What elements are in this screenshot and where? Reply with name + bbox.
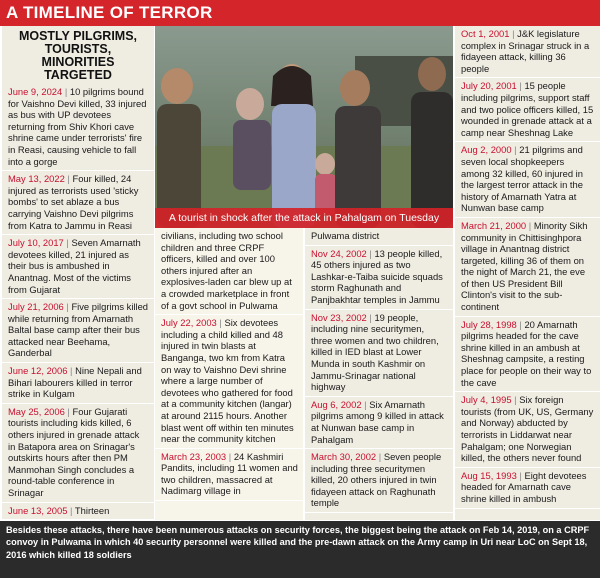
entry-date: July 4, 1995: [461, 394, 512, 406]
timeline-entry: [455, 392, 600, 468]
timeline-entry: [2, 503, 154, 520]
entry-text: Seven people including three securitymen killed, 20 others injured in twin fidayeen attack on Raghunath temple: [311, 451, 442, 509]
entry-text: 13 people killed, 45 others injured as two Lashkar-e-Taiba suicide squads storm Raghunath and Panjbakhtar temples in Jammu: [311, 247, 443, 305]
timeline-entry: [455, 218, 600, 317]
entry-separator: |: [516, 318, 525, 330]
timeline-entry: [2, 299, 154, 363]
banner: [0, 0, 600, 26]
right-column: [455, 26, 600, 520]
entry-separator: |: [67, 365, 76, 377]
entry-text: Six Amarnath pilgrims among 9 killed in attack at Nunwan base camp in Pahalgam: [311, 398, 444, 445]
continued-text: Pulwama district: [305, 228, 453, 246]
entry-text: Six foreign tourists (from UK, US, Germany and Norway) abducted by terrorists in Liddarwat near Pahalgam; one Norwegian killed, the others never found: [461, 394, 594, 464]
timeline-entry: [155, 315, 303, 449]
entry-text: Eight devotees headed for Amarnath cave shrine killed in ambush: [461, 469, 587, 504]
entry-date: July 21, 2006: [8, 301, 64, 313]
footer-note: Besides these attacks, there have been numerous attacks on security forces, the biggest being the attack on Feb 14, 2019, on a CRPF convoy in Pulwama in which 40 security personnel were killed and the pre-dawn attack on the Army camp in Uri near LoC on Sept 18, 2016 which killed 18 soldiers: [0, 521, 600, 578]
continued-text: civilians, including two school children and three CRPF officers, killed and over 100 others injured after an explosives-laden car blew up at a crowded marketplace in front of a govt school in Pulwama: [155, 228, 303, 315]
entry-separator: |: [216, 317, 225, 329]
entry-date: March 23, 2003: [161, 450, 227, 462]
entry-text: Minority Sikh community in Chittisinghpora village in Anantnag district targeted, killing 36 of them on the night of March 21, the eve of then US President Bill Clinton's visit to the sub-continent: [461, 219, 588, 313]
entry-text: 20 Amarnath pilgrims headed for the cave shrine killed in an ambush at Sheshnag campsite, a resting place for people on their way to the cave: [461, 318, 592, 388]
timeline-entry: [305, 310, 453, 397]
timeline-entry: [2, 84, 154, 171]
entry-date: March 21, 2000: [461, 219, 527, 231]
timeline-entry: [455, 78, 600, 142]
timeline-entry: [455, 26, 600, 78]
entry-separator: |: [361, 398, 370, 410]
entry-separator: |: [226, 450, 234, 462]
entry-text: Four Gujarati tourists including kids killed, 6 others injured in grenade attack in Batapora area on Srinagar's outskirts hours after then PM Manmohan Singh concludes a round-table conference in Srinagar: [8, 405, 140, 498]
entry-text: 15 people including pilgrims, support staff and two police officers killed, 15 wounded in grenade attack at a camp near Sheshnag Lake: [461, 80, 594, 138]
photo-caption: A tourist in shock after the attack in Pahalgam on Tuesday: [155, 208, 453, 228]
timeline-entry: [2, 363, 154, 404]
entry-text: Five pilgrims killed while returning from Amarnath Baltal base camp after their bus attacked near Beehama, Ganderbal: [8, 301, 149, 359]
entry-separator: |: [516, 80, 525, 92]
timeline-entry: [305, 246, 453, 310]
entry-separator: |: [509, 28, 518, 39]
entry-date: May 25, 2006: [8, 405, 65, 417]
entry-text: 19 people, including nine securitymen, three women and two children, killed in IED blast at Lower Munda in south Kashmir on Jammu-Srinagar national highway: [311, 311, 439, 393]
entry-separator: |: [366, 311, 375, 323]
entry-separator: |: [67, 504, 75, 516]
timeline-entry: [305, 397, 453, 449]
entry-separator: |: [511, 144, 520, 156]
entry-separator: |: [62, 86, 70, 97]
entry-text: Four killed, 24 injured as terrorists used 'sticky bombs' to set ablaze a bus carrying Vaishno Devi pilgrims from Katra to Jammu in Reasi: [8, 173, 139, 231]
entry-separator: |: [63, 237, 72, 249]
entry-text: 21 pilgrims and seven local shopkeepers among 32 killed, 60 injured in the largest terror attack in the history of Amarnath Yatra at Nunwan base camp: [461, 144, 583, 214]
timeline-entry: [455, 468, 600, 509]
news-photo: [155, 26, 453, 228]
entry-date: Nov 24, 2002: [311, 247, 367, 259]
entry-date: May 13, 2022: [8, 173, 65, 185]
entry-date: Oct 1, 2001: [461, 28, 510, 39]
entry-date: June 9, 2024: [8, 86, 63, 97]
entry-separator: |: [366, 247, 375, 259]
timeline-entry: [455, 317, 600, 393]
entry-text: Seven Amarnath devotees killed, 21 injured as their bus is ambushed in Anantnag. Most of the victims from Gujarat: [8, 237, 141, 295]
middle-column-2: [305, 228, 453, 520]
entry-text: 10 pilgrims bound for Vaishno Devi killed, 33 injured as bus with UP devotees returning from Shiv Khori cave shrine came under terrorists' fire in Reasi, causing vehicle to fall into a gorge: [8, 86, 147, 167]
entry-date: July 28, 1998: [461, 318, 517, 330]
entry-text: Thirteen: [74, 504, 110, 516]
page-title: A TIMELINE OF TERROR: [6, 3, 213, 22]
entry-separator: |: [511, 394, 520, 406]
person-left: [161, 68, 193, 104]
entry-separator: |: [63, 301, 72, 313]
entry-date: July 22, 2003: [161, 317, 217, 329]
entry-date: Nov 23, 2002: [311, 311, 367, 323]
timeline-entry: [305, 449, 453, 513]
timeline-entry: [2, 235, 154, 299]
entry-separator: |: [64, 405, 73, 417]
section-heading: MOSTLY PILGRIMS, TOURISTS, MINORITIES TARGETED: [18, 29, 138, 82]
timeline-entry: [2, 404, 154, 503]
timeline-entry: [2, 171, 154, 235]
entry-text: Nine Nepali and Bihari labourers killed in terror strike in Kulgam: [8, 365, 142, 400]
entry-text: J&K legislature complex in Srinagar struck in a fidayeen attack, killing 36 people: [461, 28, 590, 74]
entry-date: Aug 15, 1993: [461, 469, 517, 481]
left-column: [2, 26, 155, 520]
entry-date: July 10, 2017: [8, 237, 64, 249]
entry-date: June 13, 2005: [8, 504, 68, 516]
middle-column-1: [155, 228, 303, 520]
entry-date: Aug 6, 2002: [311, 398, 362, 410]
entry-date: June 12, 2006: [8, 365, 68, 377]
timeline-entry: [455, 142, 600, 218]
entry-date: March 30, 2002: [311, 451, 377, 463]
entry-separator: |: [526, 219, 534, 231]
timeline-entry: [155, 449, 303, 501]
entry-date: Aug 2, 2000: [461, 144, 512, 156]
photo-illustration: [155, 26, 453, 228]
entry-text: 24 Kashmiri Pandits, including 11 women and two children, massacred at Nadimarg village in: [161, 450, 298, 497]
entry-text: Six devotees including a child killed and 48 injured in twin blasts at Banganga, two km from Katra on way to Vaishno Devi shrine where a large number of devotees who gathered for food at a community kitchen (langar) at around 2115 hours. Another blast went off within ten minutes near the community kitchen: [161, 317, 294, 445]
entry-date: July 20, 2001: [461, 80, 517, 92]
entry-separator: |: [516, 469, 525, 481]
entry-separator: |: [64, 173, 73, 185]
entry-separator: |: [376, 451, 384, 463]
